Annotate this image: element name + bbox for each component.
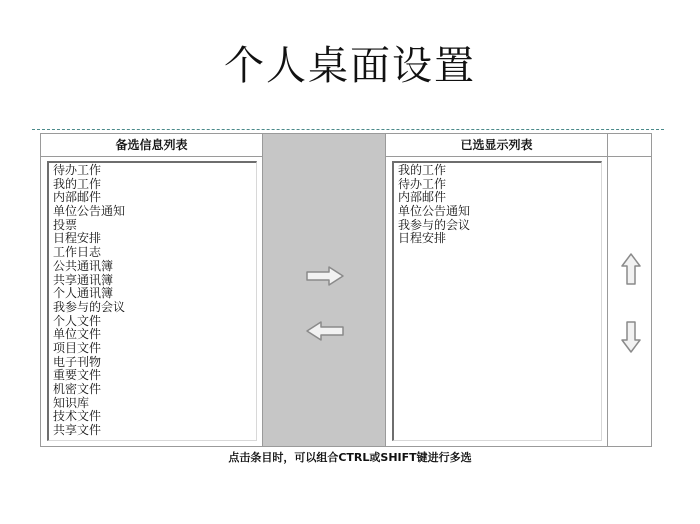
available-option[interactable]: 机密文件 — [53, 382, 102, 396]
available-option[interactable]: 单位公告通知 — [53, 204, 126, 219]
available-option[interactable]: 投票 — [53, 217, 78, 232]
selected-option[interactable]: 我的工作 — [398, 163, 447, 177]
arrow-down-icon — [620, 320, 642, 354]
available-option[interactable]: 我参与的会议 — [53, 299, 126, 314]
selected-listbox[interactable] — [392, 161, 602, 441]
reorder-header — [608, 134, 651, 157]
available-option[interactable]: 重要文件 — [53, 368, 102, 383]
reorder-column — [608, 134, 651, 446]
selected-column — [386, 134, 608, 446]
available-option[interactable]: 共享通讯簿 — [53, 272, 114, 287]
available-option[interactable]: 个人文件 — [53, 313, 102, 328]
available-option[interactable]: 项目文件 — [53, 340, 102, 355]
available-option[interactable]: 内部邮件 — [53, 190, 102, 205]
available-option[interactable]: 个人通讯簿 — [53, 286, 114, 301]
available-option[interactable]: 知识库 — [53, 395, 90, 410]
remove-from-selected-button[interactable] — [305, 320, 345, 342]
selected-option[interactable]: 内部邮件 — [398, 190, 447, 205]
available-option[interactable]: 工作日志 — [53, 245, 102, 260]
move-up-button[interactable] — [620, 252, 642, 286]
available-column — [41, 134, 263, 446]
available-option[interactable]: 日程安排 — [53, 231, 102, 246]
selected-option[interactable]: 单位公告通知 — [398, 204, 471, 219]
arrow-right-icon — [305, 265, 345, 287]
dashed-divider — [32, 129, 664, 130]
selected-option[interactable]: 我参与的会议 — [398, 217, 471, 232]
available-option[interactable]: 技术文件 — [53, 409, 102, 424]
available-option[interactable]: 我的工作 — [53, 176, 102, 191]
add-to-selected-button[interactable] — [305, 265, 345, 287]
multi-select-hint: 点击条目时，可以组合CTRL或SHIFT键进行多选 — [228, 451, 472, 464]
arrow-up-icon — [620, 252, 642, 286]
available-option[interactable]: 单位文件 — [53, 327, 102, 342]
available-option[interactable]: 共享文件 — [53, 423, 102, 438]
page-title: 个人桌面设置 — [224, 43, 476, 89]
move-down-button[interactable] — [620, 320, 642, 354]
selected-option[interactable]: 日程安排 — [398, 231, 447, 246]
transfer-column — [263, 134, 386, 446]
available-option[interactable]: 电子刊物 — [53, 354, 102, 369]
selected-list-header: 已选显示列表 — [386, 134, 607, 157]
available-listbox[interactable] — [47, 161, 257, 441]
selected-option[interactable]: 待办工作 — [398, 176, 447, 191]
list-transfer-panel — [40, 133, 652, 447]
available-option[interactable]: 待办工作 — [53, 163, 102, 177]
arrow-left-icon — [305, 320, 345, 342]
available-list-header: 备选信息列表 — [41, 134, 262, 157]
available-option[interactable]: 公共通讯簿 — [53, 258, 114, 273]
